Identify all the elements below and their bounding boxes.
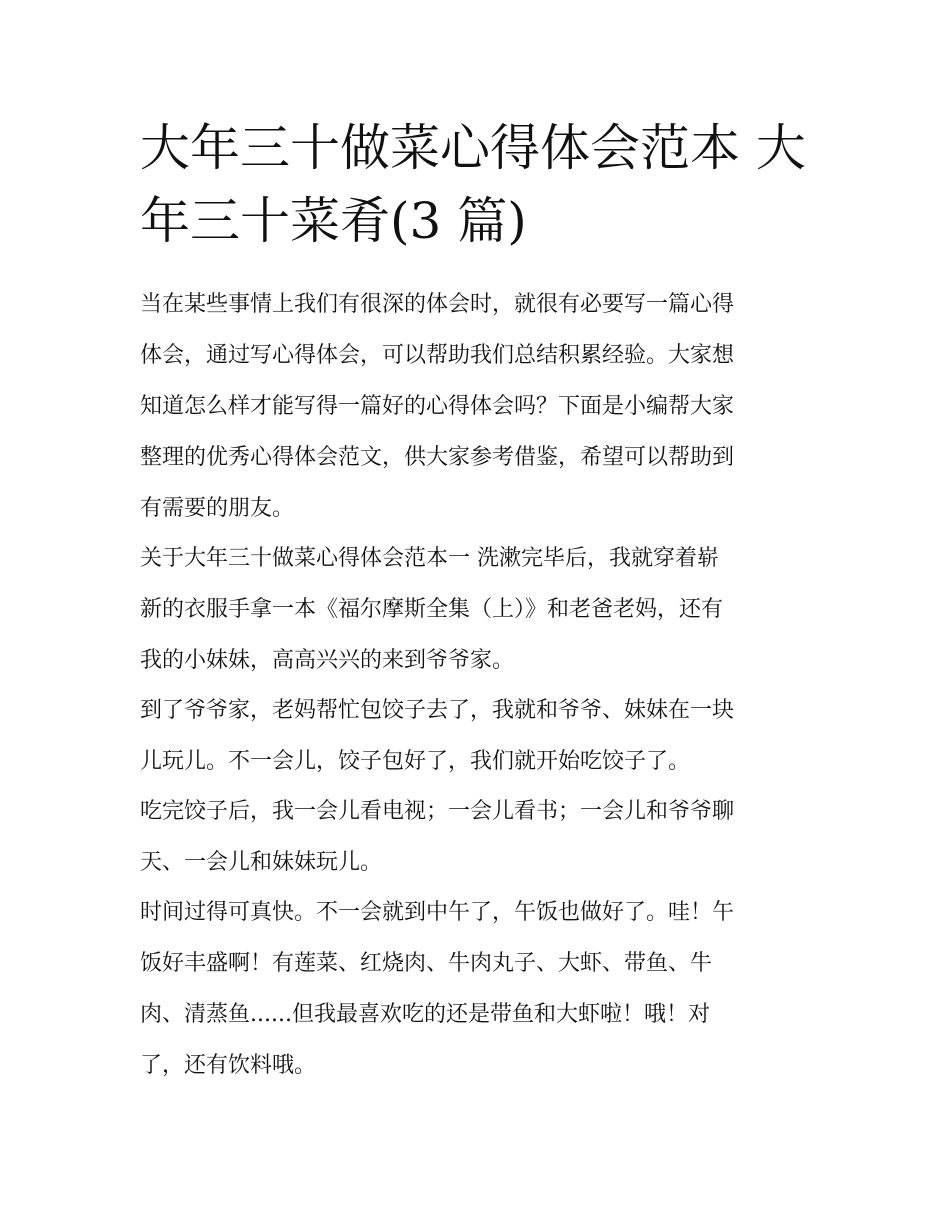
text-line: 时间过得可真快。不一会就到中午了，午饭也做好了。哇！午 <box>140 900 735 925</box>
text-line: 关于大年三十做菜心得体会范本一 洗漱完毕后，我就穿着崭 <box>140 546 719 571</box>
text-line: 整理的优秀心得体会范文，供大家参考借鉴，希望可以帮助到 <box>140 445 735 470</box>
text-line: 饭好丰盛啊！有莲菜、红烧肉、牛肉丸子、大虾、带鱼、牛 <box>140 951 713 976</box>
text-line: 天、一会儿和妹妹玩儿。 <box>140 850 383 875</box>
paragraph-sample-one <box>140 533 820 686</box>
text-line: 体会，通过写心得体会，可以帮助我们总结积累经验。大家想 <box>140 343 735 368</box>
text-line: 当在某些事情上我们有很深的体会时，就很有必要写一篇心得 <box>140 292 735 317</box>
text-line: 知道怎么样才能写得一篇好的心得体会吗？下面是小编帮大家 <box>140 394 735 419</box>
title-line: 大年三十做菜心得体会范本 大 <box>140 119 806 177</box>
text-line: 儿玩儿。不一会儿，饺子包好了，我们就开始吃饺子了。 <box>140 749 691 774</box>
text-line: 吃完饺子后，我一会儿看电视；一会儿看书；一会儿和爷爷聊 <box>140 799 735 824</box>
paragraph-grandpa-home <box>140 685 820 787</box>
text-line: 了，还有饮料哦。 <box>140 1053 317 1078</box>
text-line: 到了爷爷家，老妈帮忙包饺子去了，我就和爷爷、妹妹在一块 <box>140 698 735 723</box>
text-line: 有需要的朋友。 <box>140 496 295 521</box>
paragraph-after-dumplings <box>140 786 820 888</box>
title-line: 年三十菜肴(3 篇) <box>140 192 527 250</box>
document-body <box>140 279 820 1091</box>
text-line: 我的小妹妹，高高兴兴的来到爷爷家。 <box>140 648 515 673</box>
text-line: 肉、清蒸鱼......但我最喜欢吃的还是带鱼和大虾啦！哦！对 <box>140 1002 710 1027</box>
text-line: 新的衣服手拿一本《福尔摩斯全集（上）》和老爸老妈，还有 <box>140 597 724 622</box>
paragraph-intro <box>140 279 820 534</box>
paragraph-lunch <box>140 887 820 1091</box>
document-title <box>140 112 820 258</box>
